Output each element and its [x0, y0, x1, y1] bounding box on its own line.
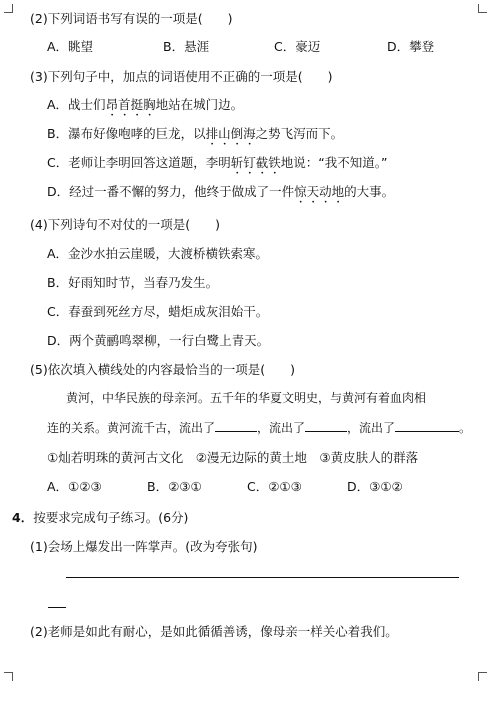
q2-option-b: B．悬涯 [163, 39, 210, 54]
q2-stem: (2)下列词语书写有误的一项是( ) [30, 11, 233, 26]
section-4-title [12, 508, 188, 526]
q3-c-dotted-word: 斩钉截铁 [230, 155, 281, 170]
q3-b-dotted-word: 排山倒海 [205, 126, 256, 141]
q5-option-a: A．①②③ [47, 479, 102, 494]
answer-line-1-tail[interactable] [48, 607, 66, 608]
q4-option-a: A．金沙水拍云崖暖，大渡桥横铁索寒。 [47, 246, 269, 261]
q5-stem: (5)依次填入横线处的内容最恰当的一项是( ) [30, 362, 295, 377]
section-4-number: 4． [12, 510, 34, 525]
q5-passage-part-b: ，流出了 [257, 421, 306, 435]
q3-b-post: 之势飞泻而下。 [255, 126, 344, 141]
q5-passage-line-1: 黄河，中华民族的母亲河。五千年的华夏文明史，与黄河有着血肉相 [66, 391, 427, 405]
q3-b-pre: B．瀑布好像咆哮的巨龙，以 [47, 126, 206, 141]
q3-option-a [47, 95, 243, 119]
q3-option-b [47, 124, 343, 148]
q3-a-pre: A．战士们 [47, 97, 106, 112]
section-4-title-text: 按要求完成句子练习。(6分) [33, 510, 189, 525]
q2-option-d: D．攀登 [387, 39, 435, 54]
q5-passage-line-2 [47, 419, 471, 436]
q3-option-c [47, 153, 387, 177]
q3-a-dotted-word: 昂首挺胸 [105, 97, 156, 112]
q3-option-d [47, 182, 394, 206]
q5-passage-part-c: ，流出了 [347, 421, 396, 435]
answer-line-1[interactable] [66, 577, 459, 578]
q3-stem: (3)下列句子中，加点的词语使用不正确的一项是( ) [30, 69, 333, 84]
q4-stem: (4)下列诗句不对仗的一项是( ) [30, 217, 220, 232]
fill-blank-3[interactable] [395, 431, 459, 432]
q5-option-d: D．③①② [347, 479, 403, 494]
q4-option-b: B．好雨知时节，当春乃发生。 [47, 275, 219, 290]
q5-choices: ①灿若明珠的黄河古文化 ②漫无边际的黄土地 ③黄皮肤人的群落 [47, 450, 419, 465]
q3-a-post: 地站在城门边。 [155, 97, 244, 112]
q3-d-pre: D．经过一番不懈的努力，他终于做成了一件 [47, 184, 295, 199]
q4-option-c: C．春蚕到死丝方尽，蜡炬成灰泪始干。 [47, 304, 269, 319]
q5-option-b: B．②③① [147, 479, 202, 494]
q3-c-pre: C．老师让李明回答这道题，李明 [47, 155, 231, 170]
q3-c-post: 地说：“我不知道。” [280, 155, 388, 170]
corner-mark-top-left [4, 4, 13, 13]
section-4-sub-2: (2)老师是如此有耐心，是如此循循善诱，像母亲一样关心着我们。 [30, 624, 398, 639]
q3-d-dotted-word: 惊天动地 [294, 184, 345, 199]
q2-option-c: C．豪迈 [274, 39, 321, 54]
fill-blank-2[interactable] [305, 431, 347, 432]
q4-option-d: D．两个黄鹂鸣翠柳，一行白鹭上青天。 [47, 333, 270, 348]
q5-option-c: C．②①③ [247, 479, 302, 494]
fill-blank-1[interactable] [215, 431, 257, 432]
corner-mark-bottom-left [4, 672, 13, 681]
q5-passage-part-d: 。 [459, 421, 472, 435]
q3-d-post: 的大事。 [344, 184, 395, 199]
corner-mark-bottom-right [478, 672, 487, 681]
q2-option-a: A．眺望 [47, 39, 94, 54]
corner-mark-top-right [478, 4, 487, 13]
q5-passage-part-a: 连的关系。黄河流千古，流出了 [47, 421, 216, 435]
section-4-sub-1: (1)会场上爆发出一阵掌声。(改为夸张句) [30, 539, 258, 554]
